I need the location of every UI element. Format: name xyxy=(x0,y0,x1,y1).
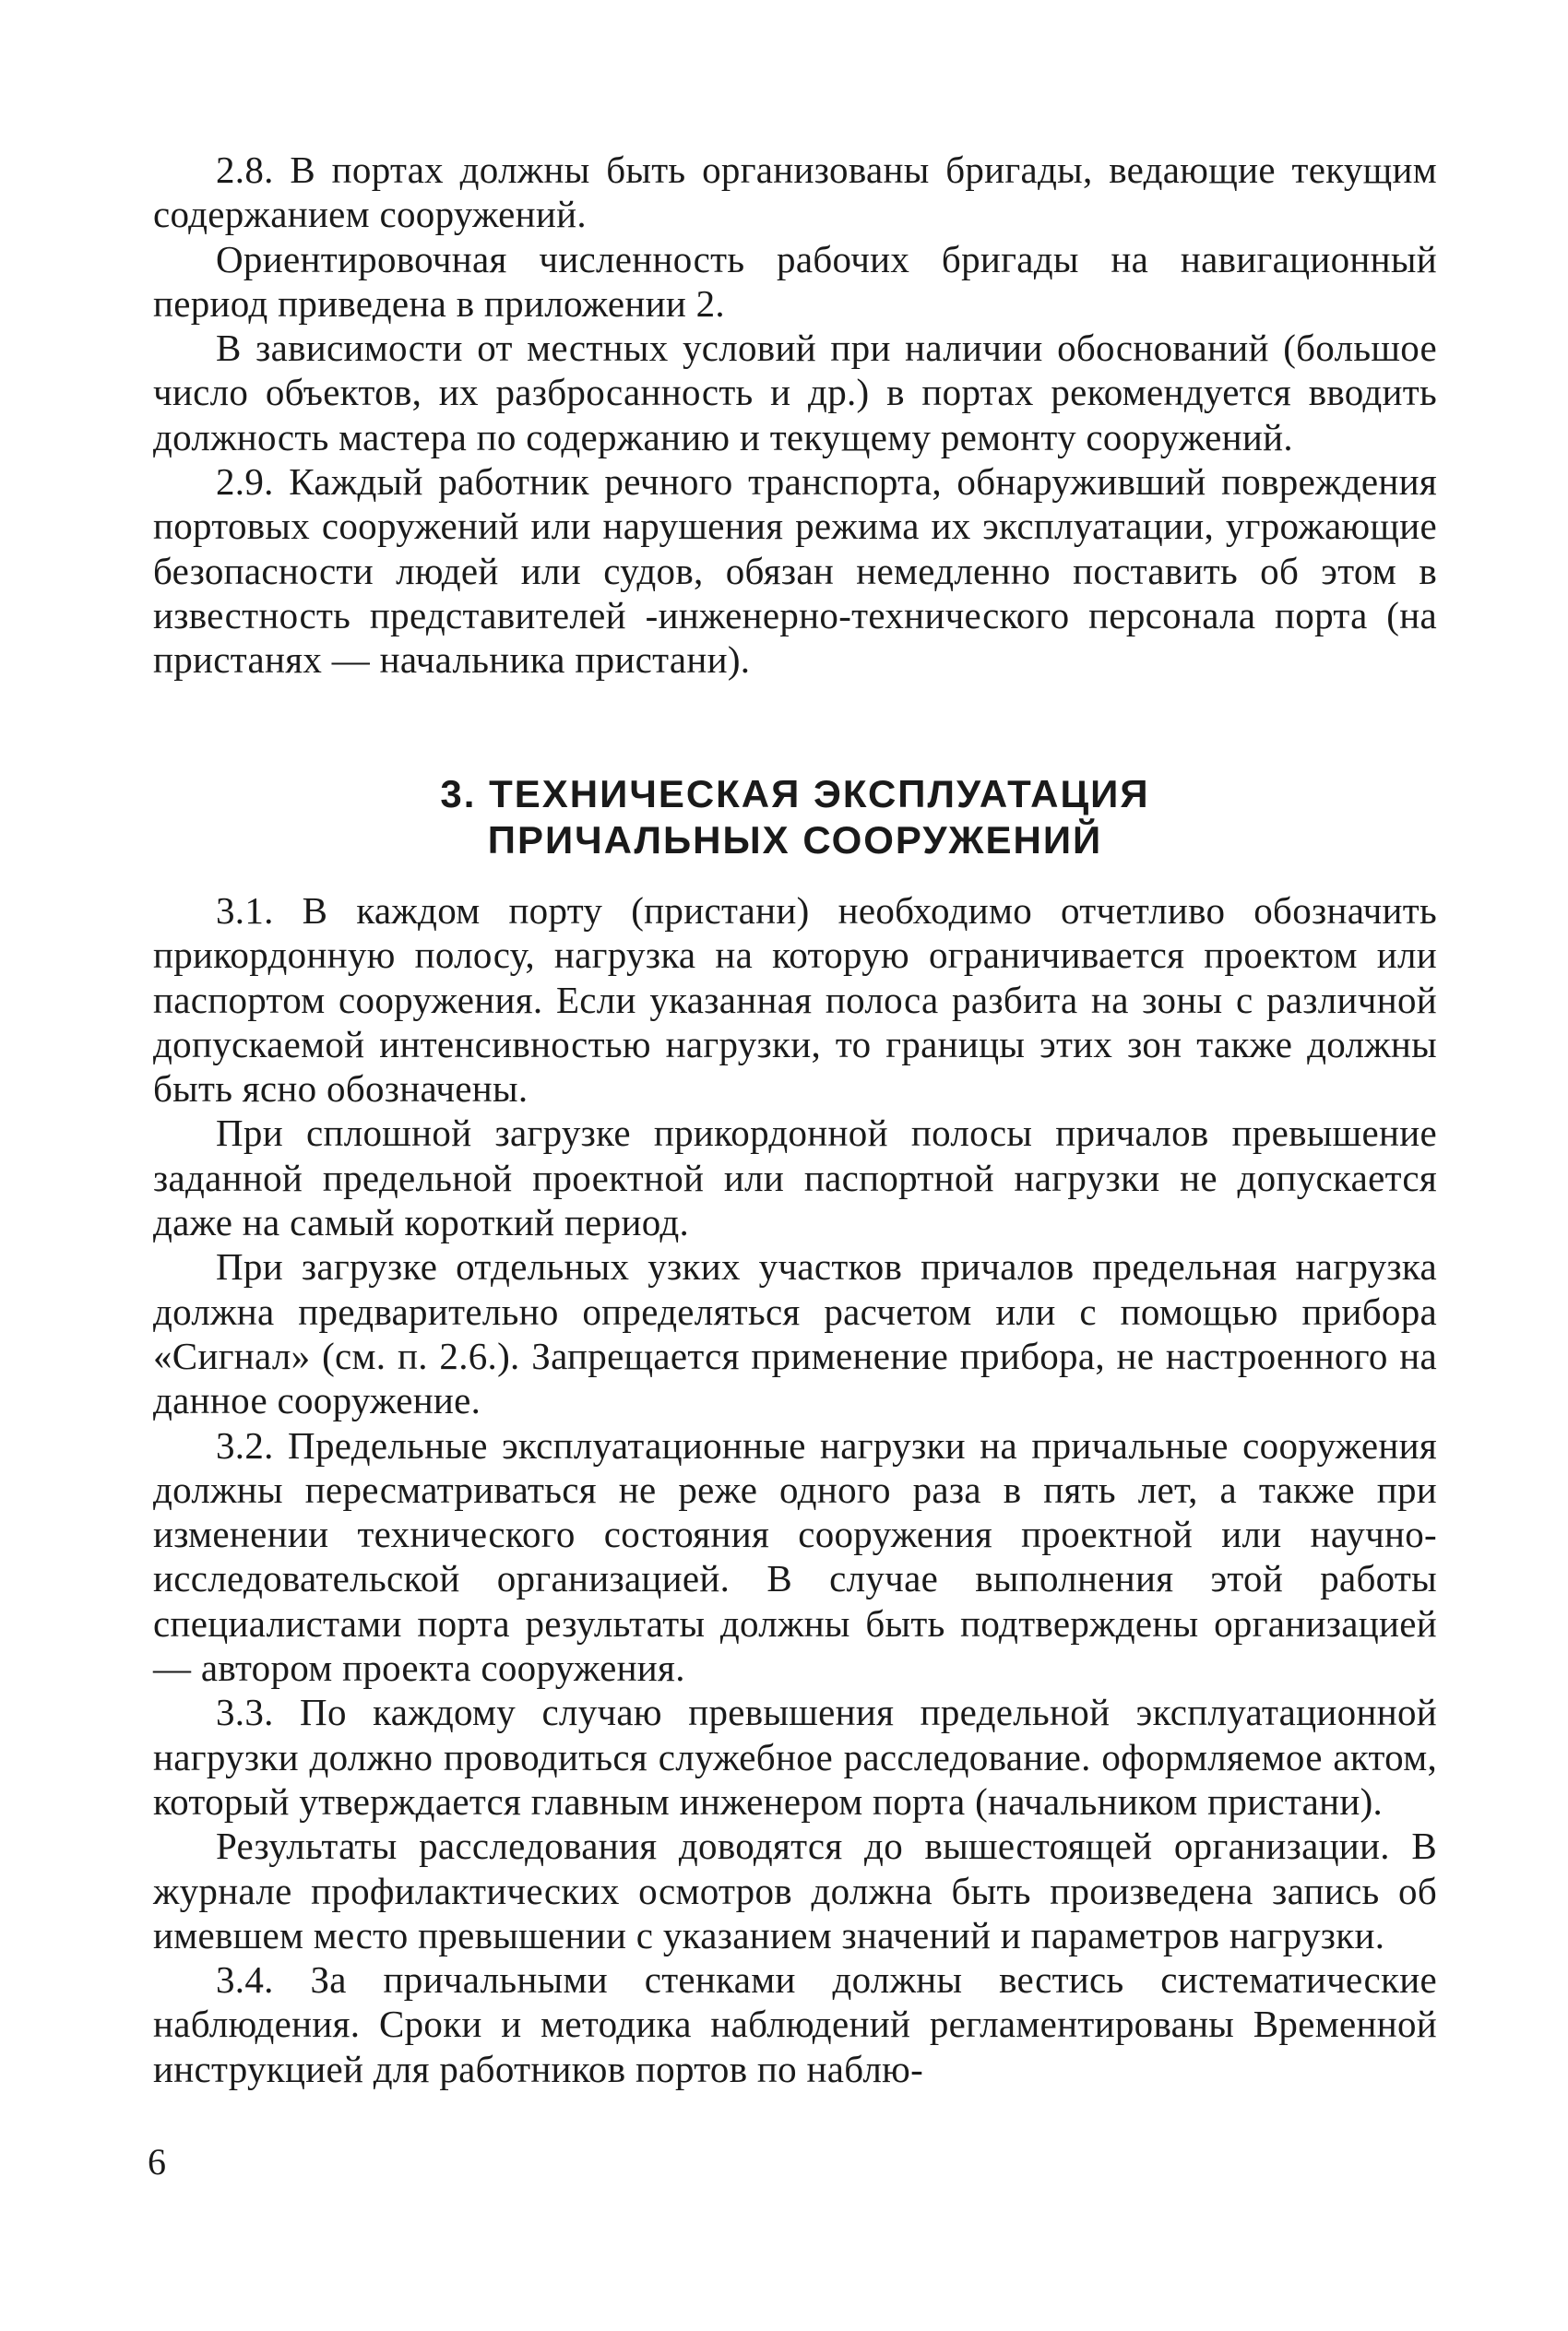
paragraph-3-1: 3.1. В каждом порту (пристани) необходимо отчетливо обозначить прикордонную полосу, нагрузка на которую ограничивается проектом или паспортом сооружения. Если указанная полоса разбита на зоны с различной допускаемой интенсивностью нагрузки, то границы этих зон также должны быть ясно обозначены. xyxy=(153,889,1437,1111)
paragraph-3-2: 3.2. Предельные эксплуатационные нагрузки на причальные сооружения должны пересматриваться не реже одного раза в пять лет, а также при изменении технического состояния сооружения проектной или научно-исследовательской организацией. В случае выполнения этой работы специалистами порта результаты должны быть подтверждены организацией — автором проекта сооружения. xyxy=(153,1423,1437,1690)
paragraph-3-4: 3.4. За причальными стенками должны вестись систематические наблюдения. Сроки и методика наблюдений регламентированы Временной инструкцией для работников портов по наблю- xyxy=(153,1958,1437,2090)
paragraph-investigation-results: Результаты расследования доводятся до вышестоящей организации. В журнале профилактических осмотров должна быть произведена запись об имевшем место превышении с указанием значений и параметров нагрузки. xyxy=(153,1825,1437,1956)
section-3-heading xyxy=(153,771,1437,863)
section-3-text xyxy=(153,888,1437,2091)
paragraph-brigade-size: Ориентировочная численность рабочих бригады на навигационный период приведена в приложении 2. xyxy=(153,237,1437,325)
paragraph-narrow-sections: При загрузке отдельных узких участков причалов предельная нагрузка должна предварительно определяться расчетом или с помощью прибора «Сигнал» (см. п. 2.6.). Запрещается применение прибора, не настроенного на данное сооружение. xyxy=(153,1245,1437,1422)
paragraph-3-3: 3.3. По каждому случаю превышения предельной эксплуатационной нагрузки должно проводиться служебное расследование. оформляемое актом, который утверждается главным инженером порта (начальником пристани). xyxy=(153,1691,1437,1823)
section-2-text xyxy=(153,148,1437,683)
section-3-heading-line-2: ПРИЧАЛЬНЫХ СООРУЖЕНИЙ xyxy=(487,818,1103,862)
page-number: 6 xyxy=(148,2141,166,2182)
paragraph-2-8: 2.8. В портах должны быть организованы бригады, ведающие текущим содержанием сооружений. xyxy=(153,149,1437,236)
paragraph-master-position: В зависимости от местных условий при наличии обоснований (большое число объектов, их разбросанность и др.) в портах рекомендуется вводить должность мастера по содержанию и текущему ремонту сооружений. xyxy=(153,327,1437,458)
paragraph-continuous-loading: При сплошной загрузке прикордонной полосы причалов превышение заданной предельной проектной или паспортной нагрузки не допускается даже на самый короткий период. xyxy=(153,1112,1437,1244)
section-3-heading-line-1: 3. ТЕХНИЧЕСКАЯ ЭКСПЛУАТАЦИЯ xyxy=(440,772,1150,815)
paragraph-2-9: 2.9. Каждый работник речного транспорта, обнаруживший повреждения портовых сооружений или нарушения режима их эксплуатации, угрожающие безопасности людей или судов, обязан немедленно поставить об этом в известность представителей -инженерно-технического персонала порта (на пристанях — начальника пристани). xyxy=(153,460,1437,682)
